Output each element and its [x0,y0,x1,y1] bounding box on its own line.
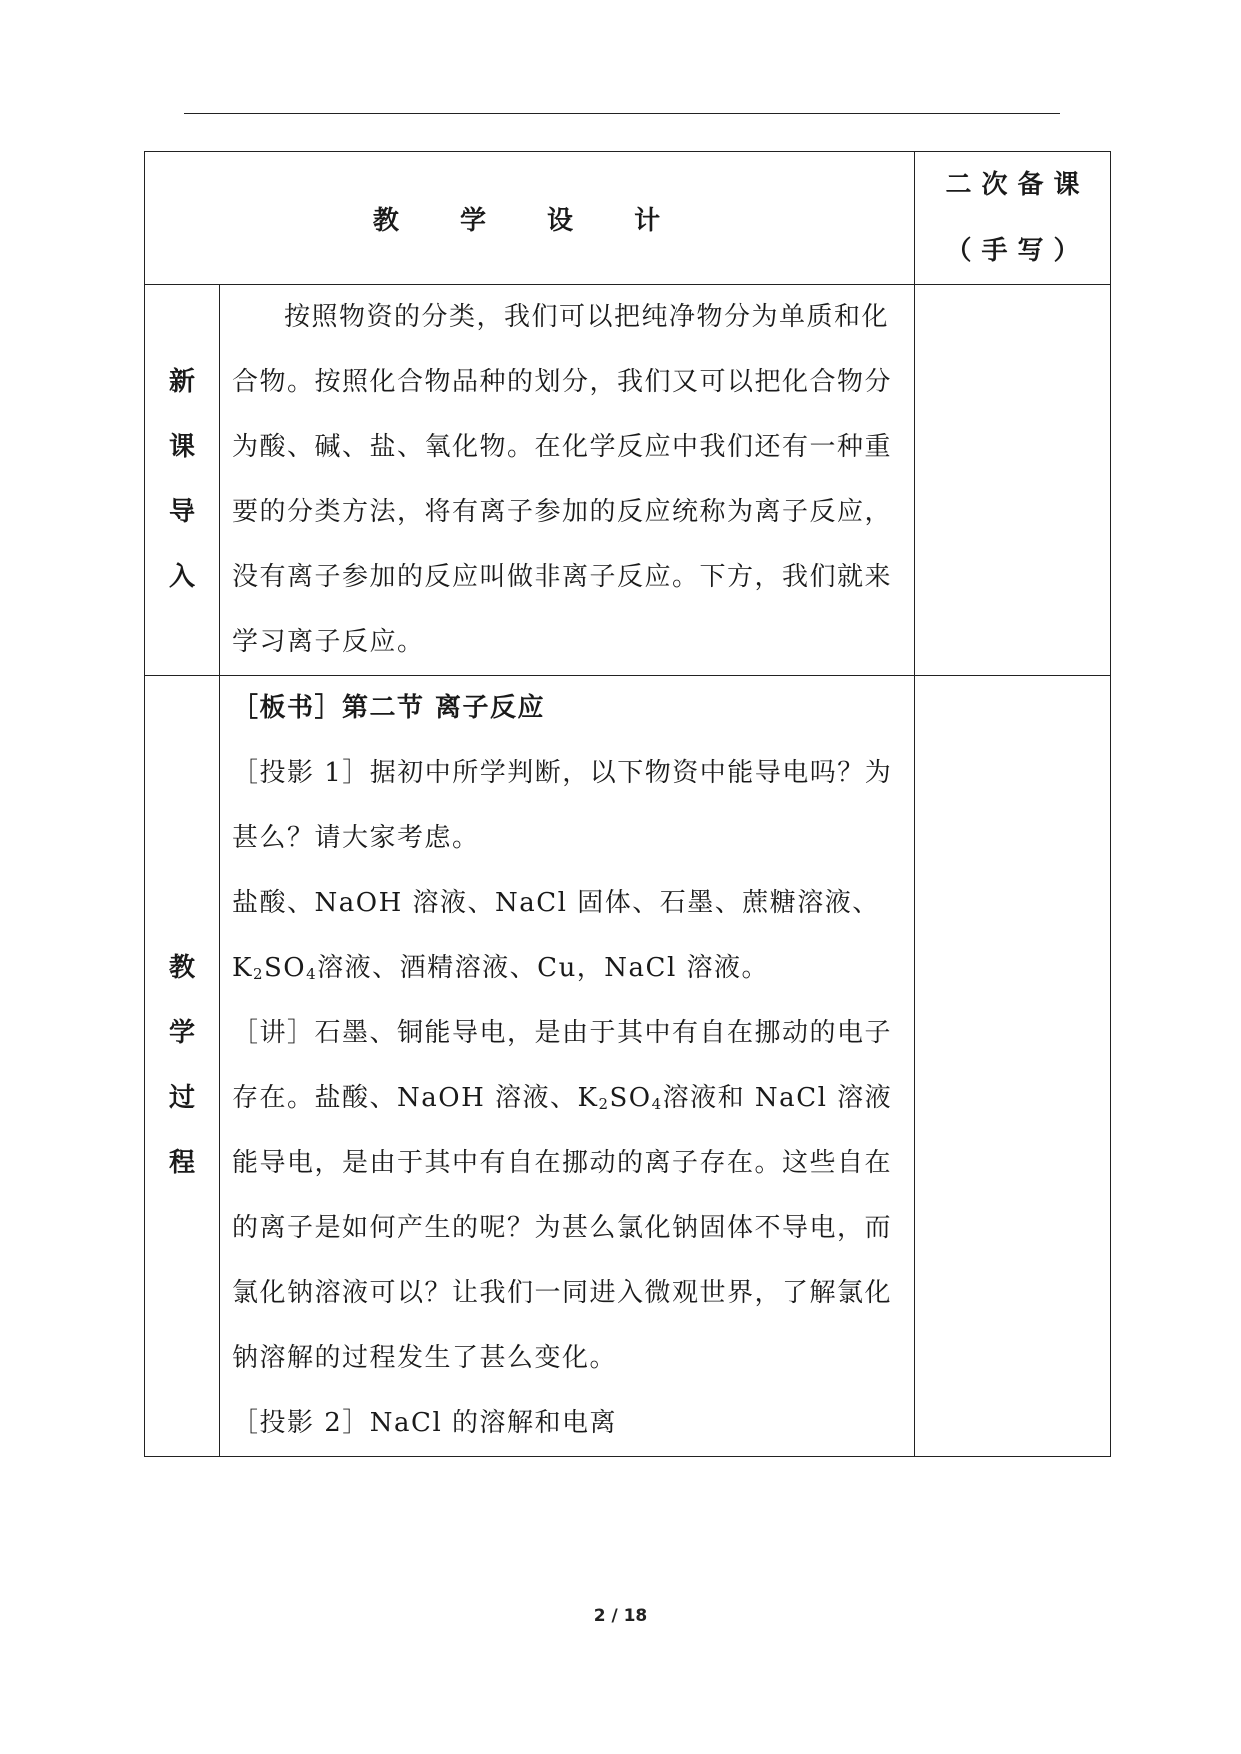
process-label-char: 程 [168,1148,195,1178]
board-heading: ［板书］第二节 离子反应 [232,693,546,723]
substances-text-b: 溶液、酒精溶液、Cu，NaCl 溶液。 [317,953,770,983]
intro-label-char: 导 [168,497,195,527]
intro-label-cell [145,285,220,676]
intro-label-char: 入 [168,562,195,592]
intro-label-char: 新 [168,367,195,397]
process-label-char: 教 [168,953,195,983]
table-header-row [145,152,1111,285]
lecture-text-b: 溶液和 NaCl 溶液能导电，是由于其中有自在挪动的离子存在。这些自在的离子是如何产生的呢？为甚么氯化钠固体不导电，而氯化钠溶液可以？让我们一同进入微观世界，了解氯化钠溶解的过程发生了甚么变化。 [232,1083,893,1373]
second-preparation-heading [915,152,1111,285]
teaching-design-heading [145,152,915,285]
header-rule [184,113,1060,114]
intro-paragraph: 按照物资的分类，我们可以把纯净物分为单质和化合物。按照化合物品种的划分，我们又可以把化合物分为酸、碱、盐、氧化物。在化学反应中我们还有一种重要的分类方法，将有离子参加的反应统称为离子反应，没有离子参加的反应叫做非离子反应。下方，我们就来学习离子反应。 [232,302,893,657]
lecture-paragraph [232,1001,904,1391]
intro-notes-cell [915,285,1111,676]
subscript-4: 4 [306,965,318,983]
sulfate-so: SO [609,1083,652,1113]
process-label-cell [145,676,220,1457]
teaching-design-title: 教 学 设 计 [372,205,687,236]
subscript-4: 4 [651,1095,663,1113]
lesson-plan-table [144,151,1111,1457]
sulfate-so: SO [263,953,307,983]
page-number: 2 / 18 [593,1606,648,1626]
process-notes-cell [915,676,1111,1457]
second-preparation-title: 二次备课 [945,170,1090,200]
intro-label-char: 课 [168,432,195,462]
lecture-text-a: ［讲］石墨、铜能导电，是由于其中有自在挪动的电子存在。盐酸、NaOH 溶液、K [232,1018,893,1113]
process-content-cell [220,676,915,1457]
process-row [145,676,1111,1457]
intro-content-cell [220,285,915,676]
process-label-char: 学 [168,1018,195,1048]
substances-list [232,871,904,1001]
subscript-2: 2 [598,1095,610,1113]
process-label-char: 过 [168,1083,195,1113]
substances-text-a: 盐酸、NaOH 溶液、NaCl 固体、石墨、蔗糖溶液、K [232,888,880,983]
handwritten-note: （手写） [945,236,1090,266]
subscript-2: 2 [252,965,264,983]
projection-2-text: ［投影 2］NaCl 的溶解和电离 [232,1408,618,1438]
intro-row [145,285,1111,676]
projection-1-text: ［投影 1］据初中所学判断，以下物资中能导电吗？为甚么？请大家考虑。 [232,758,893,853]
